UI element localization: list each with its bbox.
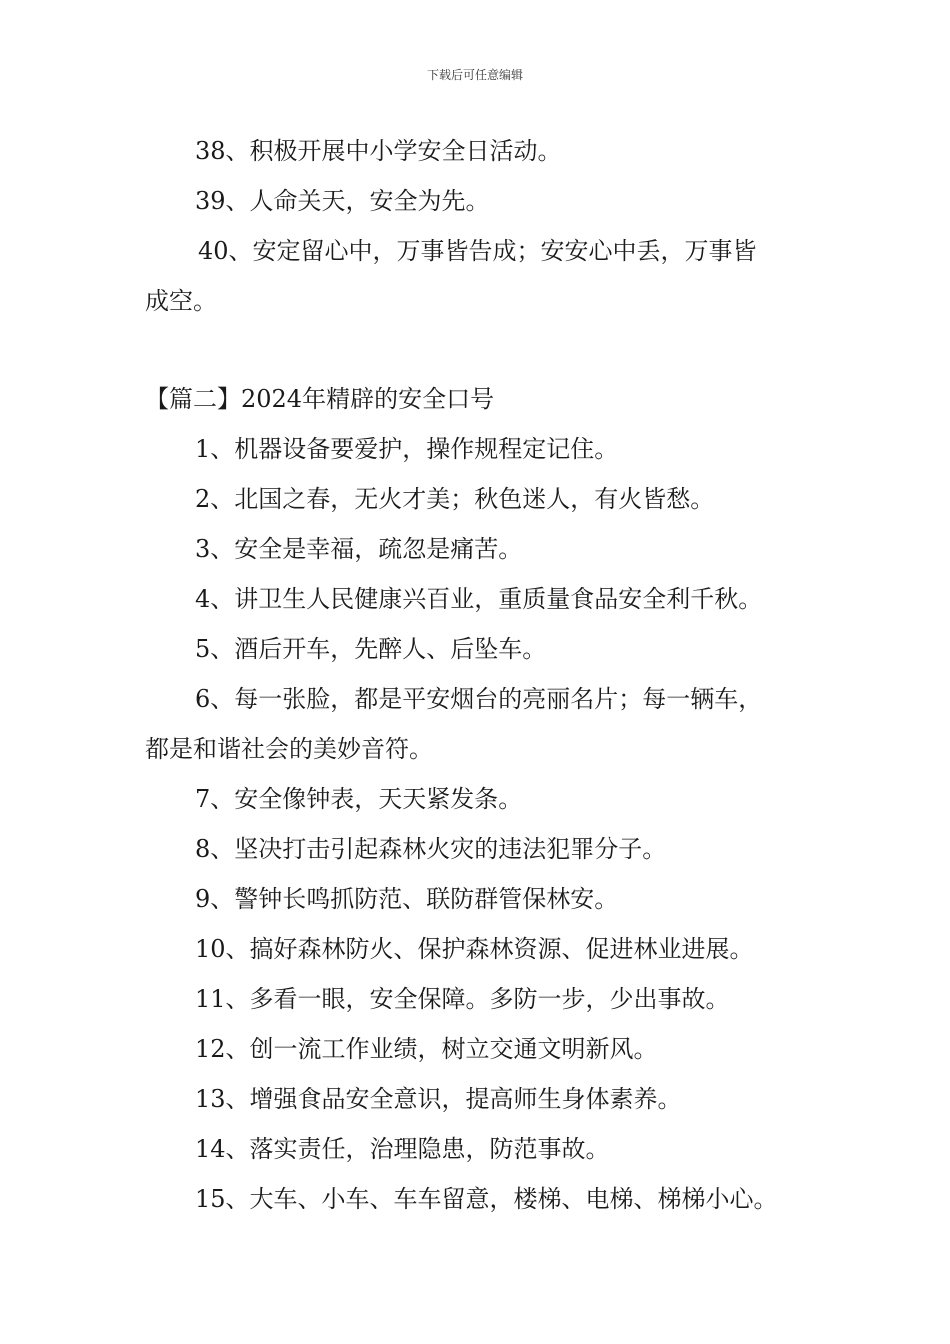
slogan-13: 13、增强食品安全意识，提高师生身体素养。 <box>195 1085 682 1113</box>
slogan-7: 7、安全像钟表，天天紧发条。 <box>195 785 523 813</box>
slogan-1: 1、机器设备要爱护，操作规程定记住。 <box>195 435 619 463</box>
slogan-9: 9、警钟长鸣抓防范、联防群管保林安。 <box>195 885 619 913</box>
slogan-39: 39、人命关天，安全为先。 <box>195 187 490 215</box>
slogan-40-line1: 40、安定留心中，万事皆告成；安安心中丢，万事皆 <box>198 237 757 265</box>
slogan-5: 5、酒后开车，先醉人、后坠车。 <box>195 635 547 663</box>
slogan-8: 8、坚决打击引起森林火灾的违法犯罪分子。 <box>195 835 667 863</box>
page-header-note: 下载后可任意编辑 <box>426 68 523 82</box>
slogan-11: 11、多看一眼，安全保障。多防一步，少出事故。 <box>195 985 730 1013</box>
slogan-6-line1: 6、每一张脸，都是平安烟台的亮丽名片；每一辆车， <box>195 685 763 713</box>
slogan-6-line2: 都是和谐社会的美妙音符。 <box>145 735 433 763</box>
slogan-12: 12、创一流工作业绩，树立交通文明新风。 <box>195 1035 658 1063</box>
slogan-15: 15、大车、小车、车车留意，楼梯、电梯、梯梯小心。 <box>195 1185 778 1213</box>
section-heading: 【篇二】2024年精辟的安全口号 <box>145 385 495 413</box>
slogan-4: 4、讲卫生人民健康兴百业，重质量食品安全利千秋。 <box>195 585 763 613</box>
slogan-40-line2: 成空。 <box>145 287 217 315</box>
slogan-38: 38、积极开展中小学安全日活动。 <box>195 137 562 165</box>
slogan-14: 14、落实责任，治理隐患，防范事故。 <box>195 1135 610 1163</box>
slogan-3: 3、安全是幸福，疏忽是痛苦。 <box>195 535 523 563</box>
slogan-2: 2、北国之春，无火才美；秋色迷人，有火皆愁。 <box>195 485 715 513</box>
slogan-10: 10、搞好森林防火、保护森林资源、促进林业进展。 <box>195 935 754 963</box>
